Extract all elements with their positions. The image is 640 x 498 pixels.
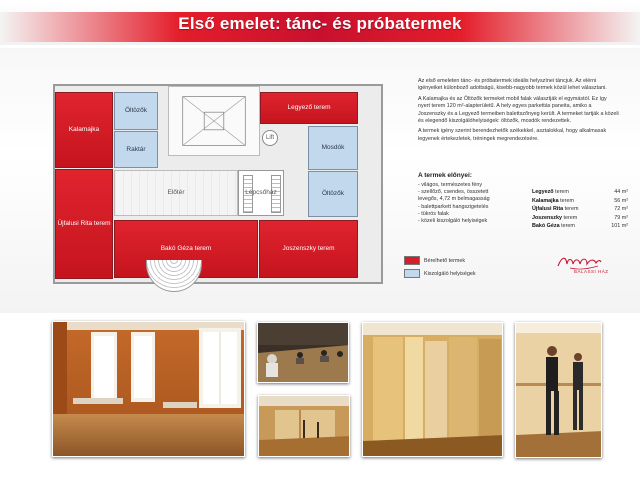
room-joszenszky-label: Joszenszky terem: [282, 245, 335, 252]
area-row: [532, 222, 632, 231]
room-mosdok: [308, 126, 358, 170]
legend-label: Bérelhető termek: [424, 257, 466, 264]
legend-label: Kiszolgáló helyiségek: [424, 270, 476, 277]
area-room-size: 101 m²: [611, 223, 628, 230]
advantage-item: - balettparkett hangszigetelés: [418, 203, 489, 210]
legend-swatch-red: [404, 256, 420, 265]
room-lift-label: Lift: [265, 135, 274, 141]
room-ujfalusi-label: Újfalusi Rita terem: [57, 220, 111, 227]
lift-icon: [262, 130, 278, 146]
area-row: [532, 214, 632, 223]
mirror-studio-image: [259, 396, 350, 457]
area-room-size: 79 m²: [614, 214, 628, 221]
advantage-item: - világos, természetes fény: [418, 182, 483, 188]
room-oltozok-top: [114, 92, 158, 130]
description: [418, 78, 620, 146]
photo-movable-walls: [362, 322, 503, 457]
room-oltozok-top-label: Öltözők: [124, 107, 148, 114]
advantage-item: - szellőző, csendes, összetett: [418, 189, 489, 196]
area-room-size: 44 m²: [614, 189, 628, 195]
advantage-item: - közeli kiszolgáló helyiségek: [418, 218, 488, 225]
room-areas-table: [532, 188, 632, 231]
photo-dance-hall: [52, 321, 245, 457]
area-room-name: Kalamajka: [532, 197, 559, 204]
room-legyezo-label: Legyező terem: [287, 104, 331, 111]
advantage-item: levegős, 4,72 m belmagasság: [418, 196, 490, 203]
legend: [404, 256, 476, 282]
photo-dancers-floor: [257, 322, 349, 383]
room-raktar: [114, 131, 158, 168]
ballet-dancers-image: [516, 323, 602, 458]
description-paragraph: A Kalamajka és az Öltözők termeket mobil falak választják el egymástól. Ez így nyert terem 120 m²-alapterületű. A hely egyes parkettás paneita, amiko a Joszenszky és a Legyező termeiben balettszőnyeg került. A termeket tartják a közeli és elegendő kiszolgálóhelyiségek: öltözők, mosdók rendezettek.: [418, 95, 619, 125]
room-kalamajka: [55, 92, 113, 168]
room-oltozok-right-label: Öltözők: [321, 190, 345, 197]
area-room-size: 72 m²: [614, 206, 628, 213]
room-lepcsohaz-label: Lépcsőház: [245, 189, 277, 196]
room-oltozok-right: [308, 171, 358, 217]
signature-subtitle: BALASSI HÁZ: [574, 269, 609, 274]
description-paragraph: A termek igény szerint berendezhetők székekkel, asztalokkal, hogy alkalmasak legyenek értekezletek, tréningek megrendezésére.: [418, 128, 607, 142]
area-row: [532, 197, 632, 206]
area-room-suffix: terem: [564, 206, 579, 213]
description-paragraph: Az első emeleten tánc- és próbatermek ideális helyszínei táncjuk. Az elérni igényeiket külonboző adottságú, kisebb-nagyobb termek közül lehet választani.: [418, 78, 607, 92]
page-title: Első emelet: tánc- és próbatermek: [178, 14, 462, 33]
area-room-suffix: terem: [563, 214, 578, 221]
area-room-suffix: terem: [555, 189, 569, 195]
advantages-list: [418, 182, 528, 225]
atrium-skylight-icon: [169, 86, 259, 156]
legend-swatch-blue: [404, 269, 420, 278]
advantages-title: A termek előnyei:: [418, 172, 472, 179]
movable-walls-image: [363, 323, 503, 457]
area-room-suffix: terem: [560, 197, 574, 204]
room-ujfalusi: [55, 169, 113, 279]
floorplan: [50, 72, 388, 304]
area-room-name: Újfalusi Rita: [532, 206, 564, 213]
area-room-size: 56 m²: [614, 197, 628, 204]
legend-item: [404, 256, 476, 265]
area-room-name: Joszenszky: [532, 214, 562, 221]
room-legyezo: [260, 92, 358, 124]
room-raktar-label: Raktár: [126, 145, 146, 153]
area-room-name: Bakó Géza: [532, 223, 560, 230]
photo-ballet-dancers: [515, 322, 602, 458]
photo-mirror-studio: [258, 395, 350, 457]
room-eloter: [114, 170, 238, 216]
area-row: [532, 188, 632, 197]
atrium: [168, 86, 260, 156]
area-room-suffix: terem: [561, 223, 575, 230]
dance-hall-image: [53, 322, 245, 457]
dancers-floor-image: [258, 323, 349, 383]
room-bako-label: Bakó Géza terem: [160, 245, 212, 252]
area-room-name: Legyező: [532, 189, 554, 195]
area-row: [532, 205, 632, 214]
room-kalamajka-label: Kalamajka: [68, 126, 100, 133]
room-lepcsohaz: [238, 170, 284, 216]
room-joszenszky: [259, 220, 358, 278]
room-mosdok-label: Mosdók: [321, 144, 345, 151]
advantage-item: - tükrös falak: [418, 210, 449, 217]
legend-item: [404, 269, 476, 278]
room-eloter-label: Előtér: [167, 189, 185, 196]
